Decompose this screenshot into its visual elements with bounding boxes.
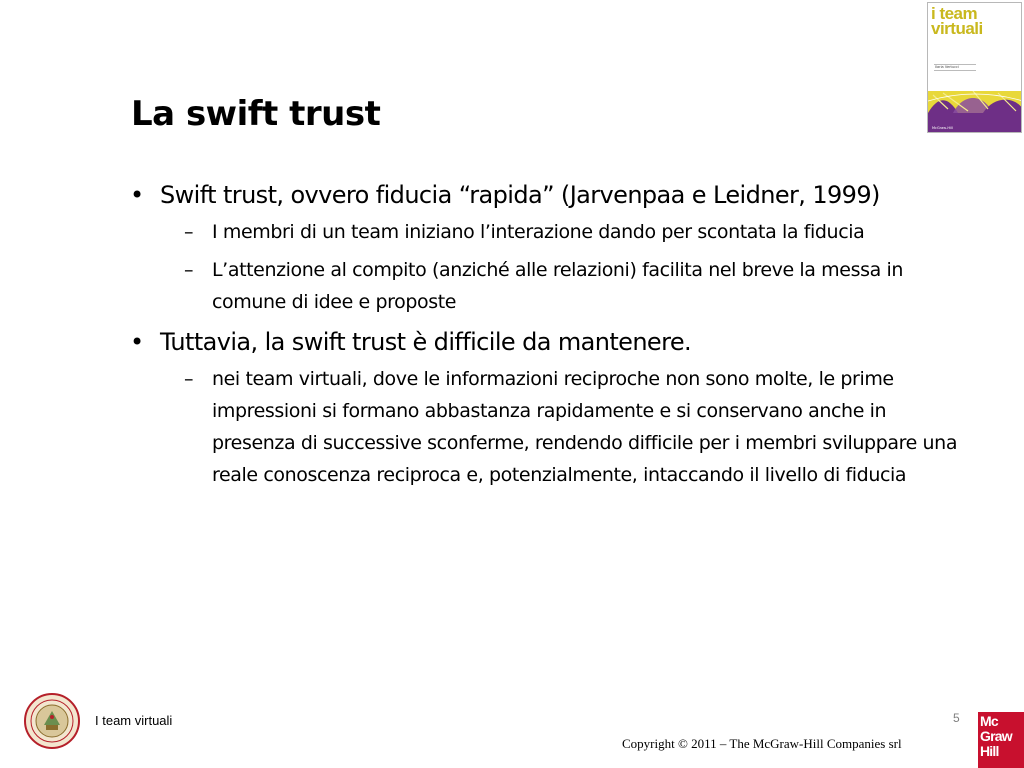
- sub-bullet-item-1-2: [130, 254, 965, 318]
- sub-bullet-item-1-1: [130, 216, 965, 248]
- dash-icon: –: [184, 259, 194, 281]
- sub-bullet-text: nei team virtuali, dove le informazioni reciproche non sono molte, le prime impressioni si formano abbastanza rapidamente e si conservano anche in presenza di successive sconferme, rendendo difficile per i membri sviluppare una reale conoscenza reciproca e, potenzialmente, intaccando il livello di fiducia: [212, 368, 958, 486]
- sub-bullet-text: I membri di un team iniziano l’interazione dando per scontata la fiducia: [212, 221, 865, 243]
- university-seal-icon: [24, 693, 80, 749]
- slide-content: [130, 177, 965, 497]
- cover-band: [928, 113, 1022, 133]
- footer-title: I team virtuali: [95, 713, 173, 728]
- bullet-icon: •: [130, 181, 144, 209]
- logo-line-graw: Graw: [980, 728, 1012, 744]
- sub-bullet-item-2-1: [130, 363, 965, 491]
- bullet-item-2: [130, 324, 965, 360]
- bullet-text: Tuttavia, la swift trust è difficile da mantenere.: [160, 328, 692, 356]
- cover-author: Ilaria Vertucci: [934, 64, 976, 71]
- sub-bullet-text: L’attenzione al compito (anziché alle relazioni) facilita nel breve la messa in comune di idee e proposte: [212, 259, 903, 313]
- cover-artwork-icon: [928, 91, 1022, 113]
- bullet-text: Swift trust, ovvero fiducia “rapida” (Jarvenpaa e Leidner, 1999): [160, 181, 880, 209]
- dash-icon: –: [184, 368, 194, 390]
- slide-title: La swift trust: [131, 94, 381, 134]
- bullet-icon: •: [130, 328, 144, 356]
- cover-title: i team virtuali: [931, 4, 983, 38]
- logo-line-hill: Hill: [980, 743, 999, 759]
- copyright-text: Copyright © 2011 – The McGraw-Hill Companies srl: [622, 736, 902, 751]
- page-number: 5: [953, 711, 960, 725]
- logo-line-mc: Mc: [980, 713, 998, 729]
- bullet-item-1: [130, 177, 965, 213]
- book-cover-image: [927, 2, 1022, 133]
- cover-publisher: McGraw-Hill: [932, 126, 953, 130]
- mcgraw-hill-logo: [978, 712, 1024, 768]
- dash-icon: –: [184, 221, 194, 243]
